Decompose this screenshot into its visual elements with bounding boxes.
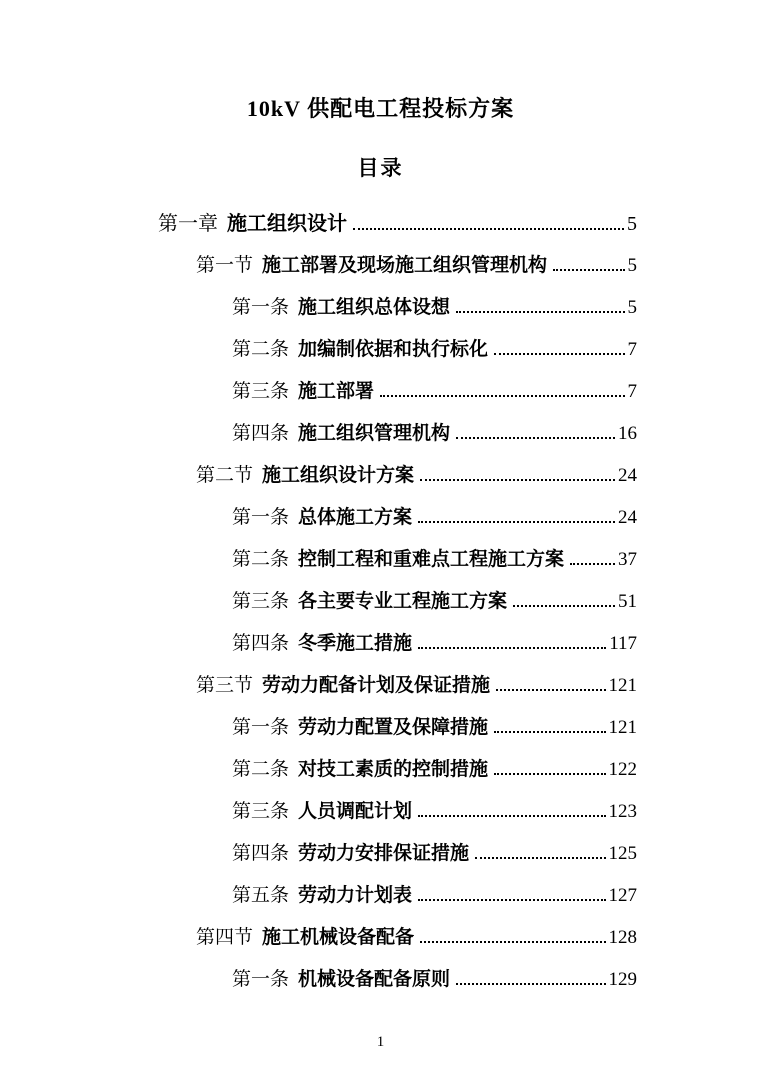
toc-entry-title: 施工组织设计 <box>227 213 347 235</box>
toc-entry-page-number: 16 <box>618 423 637 444</box>
toc-entry-title: 人员调配计划 <box>298 801 413 822</box>
toc-entry[interactable] <box>0 581 761 623</box>
toc-leader-dots <box>380 395 624 397</box>
toc-entry-title: 总体施工方案 <box>298 507 413 528</box>
toc-entry[interactable] <box>0 329 761 371</box>
toc-entry-title: 施工组织管理机构 <box>298 423 451 444</box>
toc-entry-page-number: 121 <box>608 675 637 696</box>
toc-entry-page-number: 122 <box>608 759 637 780</box>
toc-leader-dots <box>456 437 615 439</box>
document-title: 10kV 供配电工程投标方案 <box>246 96 515 121</box>
toc-leader-dots <box>420 479 615 481</box>
toc-entry-page-number: 127 <box>608 885 637 906</box>
toc-entry[interactable] <box>0 665 761 707</box>
toc-entry-label: 第二条 <box>232 759 290 780</box>
toc-leader-dots <box>456 311 624 313</box>
toc-entry-title: 劳动力配置及保障措施 <box>298 717 489 738</box>
toc-entry[interactable] <box>0 917 761 959</box>
toc-entry-page-number: 125 <box>608 843 637 864</box>
toc-entry[interactable] <box>0 455 761 497</box>
toc-entry-title: 施工组织设计方案 <box>262 465 415 486</box>
toc-entry-title: 施工组织总体设想 <box>298 297 451 318</box>
toc-entry-page-number: 24 <box>618 465 637 486</box>
toc-entry-label: 第三条 <box>232 381 290 402</box>
toc-entry-label: 第一条 <box>232 297 290 318</box>
footer-page-number: 1 <box>376 1034 385 1050</box>
toc-leader-dots <box>496 689 605 691</box>
toc-entry[interactable] <box>0 707 761 749</box>
toc-entry-label: 第四节 <box>196 927 254 948</box>
toc-entry[interactable] <box>0 203 761 245</box>
toc-entry-page-number: 51 <box>618 591 637 612</box>
toc-entry-title: 机械设备配备原则 <box>298 969 451 990</box>
toc-entry-title: 劳动力计划表 <box>298 885 413 906</box>
toc-entry-page-number: 37 <box>618 549 637 570</box>
toc-entry[interactable] <box>0 497 761 539</box>
toc-entry-label: 第三条 <box>232 801 290 822</box>
toc-entry-label: 第五条 <box>232 885 290 906</box>
toc-entry-page-number: 24 <box>618 507 637 528</box>
toc-entry[interactable] <box>0 833 761 875</box>
toc-leader-dots <box>494 731 605 733</box>
toc-entry-label: 第四条 <box>232 423 290 444</box>
toc-entry[interactable] <box>0 287 761 329</box>
toc-entry-title: 各主要专业工程施工方案 <box>298 591 508 612</box>
toc-entry[interactable] <box>0 959 761 1001</box>
toc-leader-dots <box>418 899 605 901</box>
toc-entry-title: 加编制依据和执行标化 <box>298 339 489 360</box>
toc-entry-page-number: 5 <box>627 213 637 235</box>
toc-leader-dots <box>418 815 605 817</box>
toc-leader-dots <box>513 605 615 607</box>
toc-leader-dots <box>570 563 615 565</box>
toc-entry[interactable] <box>0 749 761 791</box>
toc-entry-label: 第二条 <box>232 339 290 360</box>
toc-entry-page-number: 117 <box>609 633 637 654</box>
toc-entry-page-number: 123 <box>608 801 637 822</box>
toc-list <box>0 203 761 1001</box>
toc-entry-label: 第三节 <box>196 675 254 696</box>
toc-entry-page-number: 5 <box>627 255 637 276</box>
toc-leader-dots <box>553 269 624 271</box>
toc-leader-dots <box>418 647 606 649</box>
toc-entry-title: 施工机械设备配备 <box>262 927 415 948</box>
toc-entry-page-number: 5 <box>627 297 637 318</box>
toc-leader-dots <box>456 983 605 985</box>
toc-entry[interactable] <box>0 413 761 455</box>
toc-entry-label: 第二条 <box>232 549 290 570</box>
toc-entry-page-number: 129 <box>608 969 637 990</box>
toc-entry-page-number: 7 <box>627 339 637 360</box>
toc-entry[interactable] <box>0 371 761 413</box>
toc-entry-label: 第四条 <box>232 633 290 654</box>
toc-entry-title: 劳动力配备计划及保证措施 <box>262 675 491 696</box>
toc-entry-page-number: 128 <box>608 927 637 948</box>
toc-entry-title: 控制工程和重难点工程施工方案 <box>298 549 565 570</box>
toc-leader-dots <box>420 941 605 943</box>
toc-leader-dots <box>494 353 624 355</box>
toc-leader-dots <box>418 521 615 523</box>
toc-entry-page-number: 121 <box>608 717 637 738</box>
toc-entry-label: 第一条 <box>232 969 290 990</box>
toc-entry-label: 第一条 <box>232 507 290 528</box>
toc-leader-dots <box>353 228 624 230</box>
toc-heading: 目录 <box>357 156 404 180</box>
toc-entry[interactable] <box>0 539 761 581</box>
toc-leader-dots <box>475 857 605 859</box>
toc-entry[interactable] <box>0 791 761 833</box>
toc-entry-title: 劳动力安排保证措施 <box>298 843 470 864</box>
toc-entry[interactable] <box>0 875 761 917</box>
toc-entry-label: 第一章 <box>158 213 218 235</box>
toc-entry-page-number: 7 <box>627 381 637 402</box>
toc-entry-label: 第一条 <box>232 717 290 738</box>
toc-entry-label: 第三条 <box>232 591 290 612</box>
toc-entry-label: 第四条 <box>232 843 290 864</box>
toc-entry-title: 施工部署 <box>298 381 375 402</box>
toc-entry[interactable] <box>0 245 761 287</box>
toc-entry-label: 第二节 <box>196 465 254 486</box>
toc-entry-title: 对技工素质的控制措施 <box>298 759 489 780</box>
toc-entry[interactable] <box>0 623 761 665</box>
toc-entry-label: 第一节 <box>196 255 254 276</box>
toc-entry-title: 施工部署及现场施工组织管理机构 <box>262 255 548 276</box>
toc-entry-title: 冬季施工措施 <box>298 633 413 654</box>
toc-leader-dots <box>494 773 605 775</box>
